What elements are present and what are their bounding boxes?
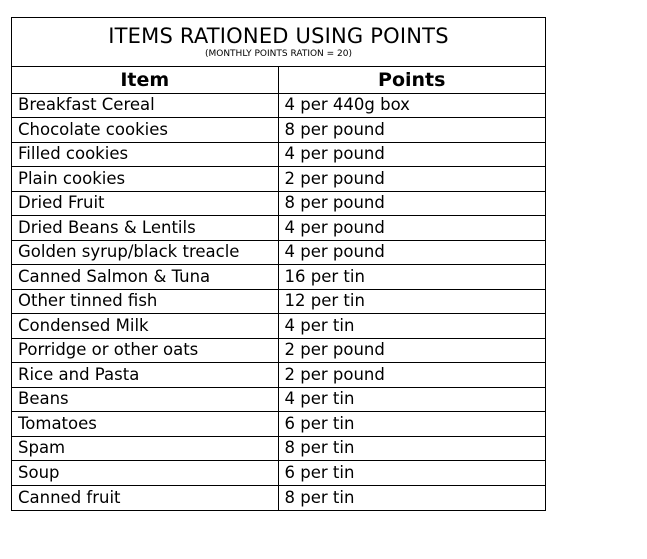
column-header-item: Item	[12, 67, 278, 93]
table-row	[12, 387, 545, 412]
points-cell: 8 per tin	[278, 485, 545, 510]
table-row	[12, 363, 545, 388]
points-cell: 8 per tin	[278, 436, 545, 461]
ration-points-table	[11, 17, 546, 511]
item-cell: Chocolate cookies	[12, 118, 278, 143]
page-title: ITEMS RATIONED USING POINTS	[108, 24, 449, 48]
table-row	[12, 436, 545, 461]
item-cell: Soup	[12, 461, 278, 486]
table-row	[12, 167, 545, 192]
item-cell: Canned fruit	[12, 485, 278, 510]
table-row	[12, 240, 545, 265]
column-header-points: Points	[278, 67, 545, 93]
table-row	[12, 314, 545, 339]
table-header-block	[12, 18, 545, 67]
item-cell: Filled cookies	[12, 142, 278, 167]
table-row	[12, 93, 545, 118]
column-header-row	[12, 67, 545, 93]
points-cell: 12 per tin	[278, 289, 545, 314]
points-cell: 2 per pound	[278, 363, 545, 388]
item-cell: Porridge or other oats	[12, 338, 278, 363]
table-row	[12, 289, 545, 314]
points-cell: 2 per pound	[278, 167, 545, 192]
item-cell: Dried Fruit	[12, 191, 278, 216]
points-cell: 4 per 440g box	[278, 93, 545, 118]
points-table	[12, 67, 545, 510]
item-cell: Spam	[12, 436, 278, 461]
item-cell: Dried Beans & Lentils	[12, 216, 278, 241]
page-subtitle: (MONTHLY POINTS RATION = 20)	[204, 49, 353, 59]
table-row	[12, 191, 545, 216]
table-row	[12, 118, 545, 143]
points-cell: 6 per tin	[278, 461, 545, 486]
item-cell: Other tinned fish	[12, 289, 278, 314]
points-cell: 4 per tin	[278, 314, 545, 339]
points-cell: 4 per tin	[278, 387, 545, 412]
points-cell: 8 per pound	[278, 118, 545, 143]
item-cell: Rice and Pasta	[12, 363, 278, 388]
table-row	[12, 485, 545, 510]
table-row	[12, 461, 545, 486]
table-row	[12, 216, 545, 241]
item-cell: Golden syrup/black treacle	[12, 240, 278, 265]
points-cell: 2 per pound	[278, 338, 545, 363]
item-cell: Canned Salmon & Tuna	[12, 265, 278, 290]
points-cell: 6 per tin	[278, 412, 545, 437]
points-cell: 4 per pound	[278, 216, 545, 241]
points-cell: 4 per pound	[278, 142, 545, 167]
table-row	[12, 412, 545, 437]
item-cell: Condensed Milk	[12, 314, 278, 339]
table-row	[12, 265, 545, 290]
item-cell: Plain cookies	[12, 167, 278, 192]
item-cell: Breakfast Cereal	[12, 93, 278, 118]
item-cell: Beans	[12, 387, 278, 412]
table-row	[12, 338, 545, 363]
points-cell: 16 per tin	[278, 265, 545, 290]
points-cell: 8 per pound	[278, 191, 545, 216]
points-cell: 4 per pound	[278, 240, 545, 265]
item-cell: Tomatoes	[12, 412, 278, 437]
table-row	[12, 142, 545, 167]
